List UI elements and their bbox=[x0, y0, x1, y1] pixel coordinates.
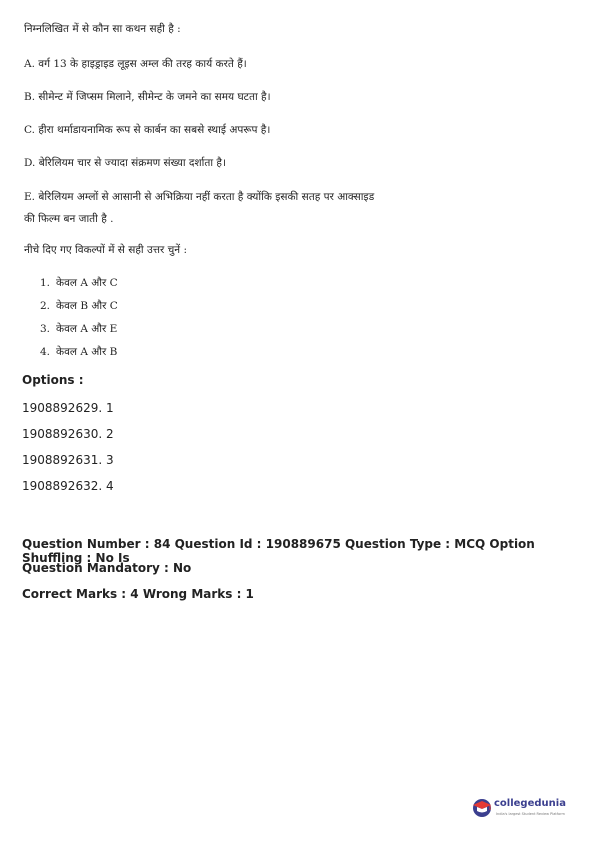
choice-text: केवल A और C bbox=[56, 277, 118, 289]
choice-number: 2. bbox=[40, 300, 51, 312]
choice-text: केवल B और C bbox=[56, 300, 118, 312]
option-id-2: 1908892630. 2 bbox=[22, 427, 114, 441]
answer-choices bbox=[40, 276, 118, 368]
question-meta-line1: Question Number : 84 Question Id : 190889675 Question Type : MCQ Option Shuffling : No Is bbox=[22, 537, 535, 565]
graduation-cap-icon bbox=[470, 795, 494, 819]
statement-d: D. बेरिलियम चार से ज्यादा संक्रमण संख्या दर्शाता है। bbox=[24, 157, 226, 169]
choice-number: 1. bbox=[40, 277, 51, 289]
option-id-1: 1908892629. 1 bbox=[22, 401, 114, 415]
statement-b: B. सीमेन्ट में जिप्सम मिलाने, सीमेन्ट के जमने का समय घटता है। bbox=[24, 91, 271, 103]
collegedunia-logo bbox=[470, 795, 580, 823]
question-intro: निम्नलिखित में से कौन सा कथन सही है : bbox=[24, 23, 181, 35]
choice-text: केवल A और E bbox=[56, 323, 118, 335]
option-id-3: 1908892631. 3 bbox=[22, 453, 114, 467]
choice-3 bbox=[40, 322, 118, 345]
logo-wordmark: collegedunia bbox=[494, 798, 566, 809]
choice-number: 3. bbox=[40, 323, 51, 335]
choice-text: केवल A और B bbox=[56, 346, 118, 358]
statement-a: A. वर्ग 13 के हाइड्राइड लूइस अम्ल की तरह कार्य करते हैं। bbox=[24, 58, 247, 70]
choice-2 bbox=[40, 299, 118, 322]
logo-tagline: India's largest Student Review Platform bbox=[496, 812, 565, 816]
question-marks: Correct Marks : 4 Wrong Marks : 1 bbox=[22, 587, 254, 601]
choice-number: 4. bbox=[40, 346, 51, 358]
choice-1 bbox=[40, 276, 118, 299]
choice-4 bbox=[40, 345, 118, 368]
answer-prompt: नीचे दिए गए विकल्पों में से सही उत्तर चुनें : bbox=[24, 244, 187, 256]
statement-c: C. हीरा थर्माडायनामिक रूप से कार्बन का सबसे स्थाई अपरूप है। bbox=[24, 124, 271, 136]
statement-e-line1: E. बेरिलियम अम्लों से आसानी से अभिक्रिया नहीं करता है क्योंकि इसकी सतह पर आक्साइड bbox=[24, 191, 375, 203]
options-title: Options : bbox=[22, 373, 84, 387]
question-meta-line2: Question Mandatory : No bbox=[22, 561, 192, 575]
option-id-4: 1908892632. 4 bbox=[22, 479, 114, 493]
statement-e-line2: की फिल्म बन जाती है . bbox=[24, 213, 114, 225]
